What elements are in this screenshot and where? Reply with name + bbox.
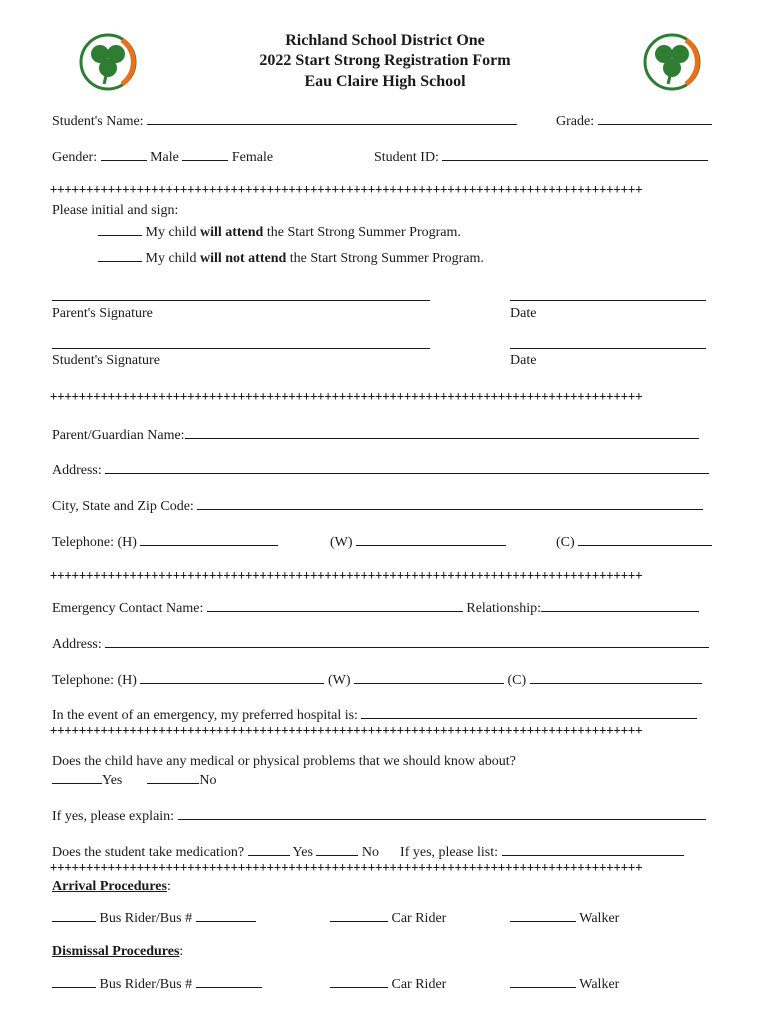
emergency-address-label: Address: xyxy=(52,637,102,652)
date1-field[interactable] xyxy=(510,288,706,301)
arrival-bus-number-field[interactable] xyxy=(196,909,256,922)
emergency-tel-h-field[interactable] xyxy=(140,671,324,684)
grade-field[interactable] xyxy=(598,112,712,125)
attend-text-bold: will attend xyxy=(199,225,264,240)
female-label: Female xyxy=(231,150,274,165)
emergency-tel-h-label: Telephone: (H) xyxy=(52,673,137,688)
date1-label: Date xyxy=(510,306,537,321)
emergency-tel-row xyxy=(52,671,702,689)
arrival-bus-label: Bus Rider/Bus # xyxy=(99,911,193,926)
dismissal-bus-number-field[interactable] xyxy=(196,975,262,988)
guardian-tel-c-label: (C) xyxy=(556,535,575,550)
medical-yes-field[interactable] xyxy=(52,771,102,784)
guardian-address-field[interactable] xyxy=(105,461,709,474)
emergency-address-field[interactable] xyxy=(105,635,709,648)
guardian-tel-c-row xyxy=(556,533,712,551)
student-id-field[interactable] xyxy=(442,148,708,161)
grade-label: Grade: xyxy=(556,114,595,129)
dismissal-car-row xyxy=(330,975,446,993)
guardian-tel-h-label: Telephone: (H) xyxy=(52,535,137,550)
emergency-tel-c-label: (C) xyxy=(507,673,527,688)
guardian-tel-h-row xyxy=(52,533,278,551)
student-name-label: Student's Name: xyxy=(52,114,144,129)
guardian-name-field[interactable] xyxy=(185,426,699,439)
dismissal-walker-row xyxy=(510,975,619,993)
guardian-name-row xyxy=(52,426,699,444)
student-id-row xyxy=(374,148,708,166)
arrival-bus-row xyxy=(52,909,256,927)
divider: ++++++++++++++++++++++++++++++++++++++++++++++++++++++++++++++++++++++++++++++++++ xyxy=(50,862,643,872)
hospital-row xyxy=(52,706,697,724)
student-name-row xyxy=(52,112,517,130)
not-attend-row xyxy=(98,249,484,267)
guardian-tel-w-label: (W) xyxy=(330,535,353,550)
attend-initial-field[interactable] xyxy=(98,223,142,236)
attend-text-pre: My child xyxy=(145,225,200,240)
student-signature-field[interactable] xyxy=(52,336,430,349)
dismissal-bus-label: Bus Rider/Bus # xyxy=(99,977,193,992)
parent-signature-label: Parent's Signature xyxy=(52,306,153,321)
medication-row xyxy=(52,843,684,861)
parent-signature-field[interactable] xyxy=(52,288,430,301)
medical-question: Does the child have any medical or physical problems that we should know about? xyxy=(52,754,516,769)
dismissal-car-label: Car Rider xyxy=(391,977,447,992)
gender-row xyxy=(52,148,273,166)
male-label: Male xyxy=(150,150,179,165)
guardian-address-label: Address: xyxy=(52,463,102,478)
medication-yes-label: Yes xyxy=(292,845,313,860)
emergency-contact-field[interactable] xyxy=(207,599,463,612)
guardian-tel-w-field[interactable] xyxy=(356,533,506,546)
emergency-tel-c-field[interactable] xyxy=(530,671,702,684)
attend-row xyxy=(98,223,461,241)
date2-label: Date xyxy=(510,353,537,368)
divider: ++++++++++++++++++++++++++++++++++++++++++++++++++++++++++++++++++++++++++++++++++ xyxy=(50,725,643,735)
medication-yes-field[interactable] xyxy=(248,843,290,856)
medical-yes-label: Yes xyxy=(102,773,123,788)
emergency-address-row xyxy=(52,635,709,653)
explain-label: If yes, please explain: xyxy=(52,809,175,824)
consent-instruction: Please initial and sign: xyxy=(52,203,179,218)
arrival-car-label: Car Rider xyxy=(391,911,447,926)
student-id-label: Student ID: xyxy=(374,150,439,165)
not-attend-text-pre: My child xyxy=(145,251,200,266)
student-name-field[interactable] xyxy=(147,112,517,125)
grade-row xyxy=(556,112,712,130)
date2-field[interactable] xyxy=(510,336,706,349)
explain-row xyxy=(52,807,706,825)
medical-answer-row xyxy=(52,771,217,789)
not-attend-text-bold: will not attend xyxy=(199,251,287,266)
emergency-tel-w-label: (W) xyxy=(327,673,351,688)
arrival-car-row xyxy=(330,909,446,927)
explain-field[interactable] xyxy=(178,807,706,820)
medication-no-field[interactable] xyxy=(316,843,358,856)
medication-no-label: No xyxy=(361,845,380,860)
not-attend-text-post: the Start Strong Summer Program. xyxy=(286,251,484,266)
guardian-address-row xyxy=(52,461,709,479)
arrival-heading-row: Arrival Procedures: xyxy=(52,879,171,894)
arrival-car-field[interactable] xyxy=(330,909,388,922)
female-field[interactable] xyxy=(182,148,228,161)
emergency-contact-row xyxy=(52,599,699,617)
emergency-contact-label: Emergency Contact Name: xyxy=(52,601,204,616)
guardian-city-field[interactable] xyxy=(197,497,703,510)
arrival-bus-check-field[interactable] xyxy=(52,909,96,922)
arrival-walker-row xyxy=(510,909,619,927)
arrival-walker-label: Walker xyxy=(579,911,620,926)
form-title: 2022 Start Strong Registration Form xyxy=(259,52,511,69)
divider: ++++++++++++++++++++++++++++++++++++++++++++++++++++++++++++++++++++++++++++++++++ xyxy=(50,391,643,401)
guardian-city-row xyxy=(52,497,703,515)
not-attend-initial-field[interactable] xyxy=(98,249,142,262)
dismissal-walker-field[interactable] xyxy=(510,975,576,988)
hospital-field[interactable] xyxy=(361,706,697,719)
guardian-name-label: Parent/Guardian Name: xyxy=(52,428,185,443)
arrival-walker-field[interactable] xyxy=(510,909,576,922)
divider: ++++++++++++++++++++++++++++++++++++++++++++++++++++++++++++++++++++++++++++++++++ xyxy=(50,570,643,580)
gender-label: Gender: xyxy=(52,150,98,165)
dismissal-bus-row xyxy=(52,975,262,993)
dismissal-bus-check-field[interactable] xyxy=(52,975,96,988)
dismissal-walker-label: Walker xyxy=(579,977,620,992)
relationship-field[interactable] xyxy=(541,599,699,612)
guardian-tel-h-field[interactable] xyxy=(140,533,278,546)
guardian-tel-w-row xyxy=(330,533,506,551)
attend-text-post: the Start Strong Summer Program. xyxy=(263,225,461,240)
hospital-label: In the event of an emergency, my preferred hospital is: xyxy=(52,708,358,723)
medication-list-label: If yes, please list: xyxy=(400,845,499,860)
student-signature-label: Student's Signature xyxy=(52,353,160,368)
relationship-label: Relationship: xyxy=(466,601,542,616)
medication-question: Does the student take medication? xyxy=(52,845,245,860)
emergency-tel-w-field[interactable] xyxy=(354,671,504,684)
school-title: Eau Claire High School xyxy=(304,73,466,90)
dismissal-heading: Dismissal Procedures xyxy=(52,944,180,959)
district-title: Richland School District One xyxy=(285,32,485,49)
medical-no-field[interactable] xyxy=(147,771,199,784)
male-field[interactable] xyxy=(101,148,147,161)
medical-no-label: No xyxy=(199,773,217,788)
dismissal-heading-row: Dismissal Procedures: xyxy=(52,944,184,959)
divider: ++++++++++++++++++++++++++++++++++++++++++++++++++++++++++++++++++++++++++++++++++ xyxy=(50,184,643,194)
guardian-tel-c-field[interactable] xyxy=(578,533,712,546)
guardian-city-label: City, State and Zip Code: xyxy=(52,499,194,514)
medication-list-field[interactable] xyxy=(502,843,684,856)
dismissal-car-field[interactable] xyxy=(330,975,388,988)
arrival-heading: Arrival Procedures xyxy=(52,879,167,894)
